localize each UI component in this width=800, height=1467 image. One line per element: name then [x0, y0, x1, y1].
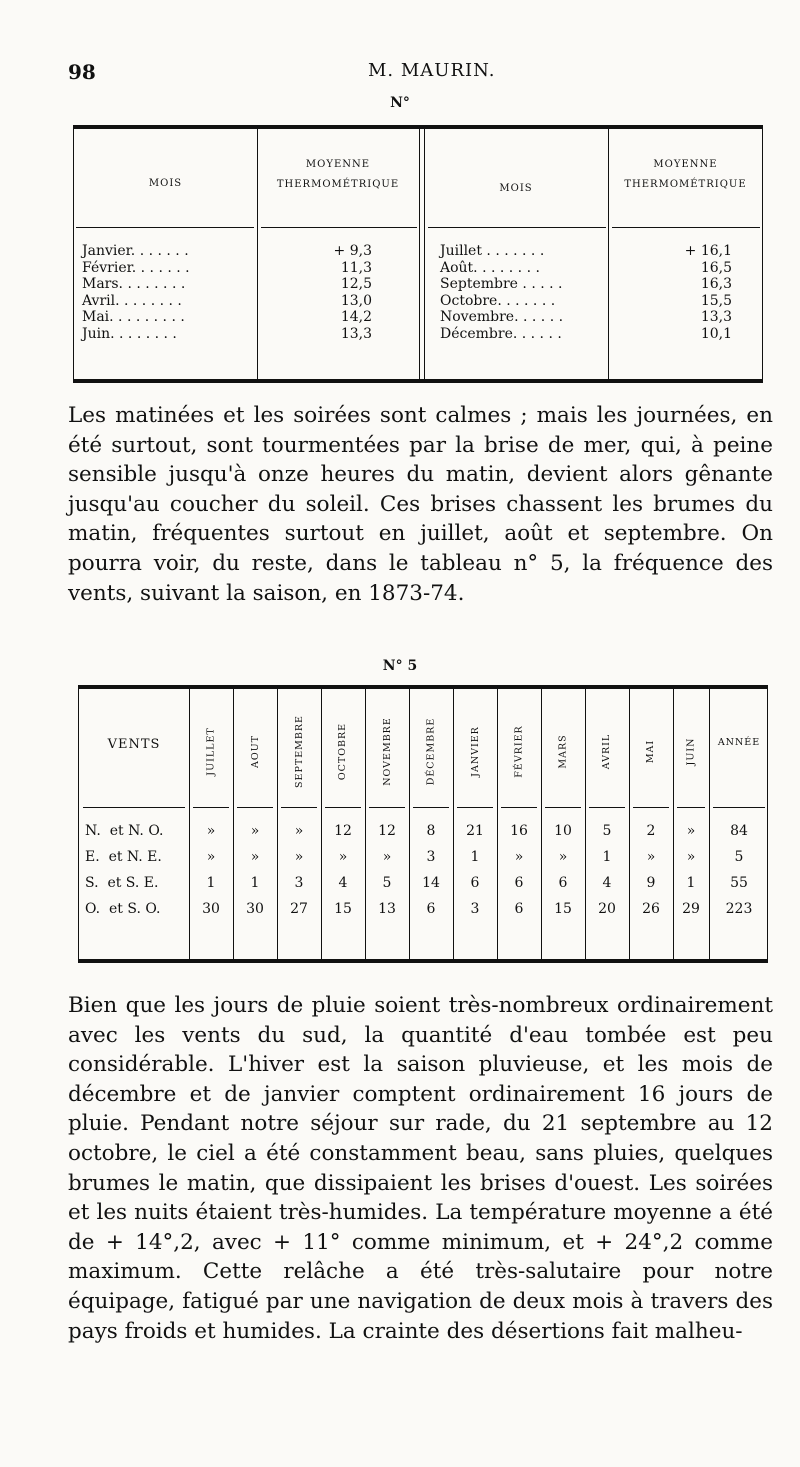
- mois-header: MOIS: [499, 183, 533, 194]
- month-header: NOVEMBRE: [381, 716, 393, 786]
- wind-count-cell: 5: [382, 875, 392, 891]
- header-rule: [369, 807, 405, 808]
- temperature-value: 10,1: [700, 326, 732, 342]
- running-head: M. MAURIN.: [368, 60, 496, 81]
- header-rule: [501, 807, 537, 808]
- table2-label: N° 5: [382, 658, 418, 674]
- header-rule: [325, 807, 361, 808]
- temperature-value: 13,0: [340, 292, 372, 309]
- annee-header: ANNÉE: [717, 737, 761, 748]
- mois-header: MOIS: [148, 178, 183, 189]
- month-label: Juin. . . . . . . .: [82, 326, 177, 342]
- wind-count-cell: 6: [470, 875, 480, 891]
- header-rule: [261, 227, 417, 228]
- wind-count-cell: 1: [250, 875, 260, 891]
- moyenne-header-line2: THERMOMÉTRIQUE: [276, 179, 400, 190]
- month-label: Avril. . . . . . . .: [82, 292, 182, 309]
- paragraph-2: Bien que les jours de pluie soient très-nombreux ordinairement avec les vents du sud, la quantité d'eau tombée est peu considérable. L'hiver est la saison pluvieuse, et les mois de décembre et de janvier comptent ordinairement 16 jours de pluie. Pendant notre séjour sur rade, du 21 septembre au 12 octobre, le ciel a été constamment beau, sans pluies, quelques brumes le matin, que dissipaient les brises d'ouest. Les soirées et les nuits étaient très-humides. La température moyenne a été de + 14°,2, avec + 11° comme minimum, et + 24°,2 comme maximum. Cette relâche a été très-salutaire pour notre équipage, fatigué par une navigation de deux mois à travers des pays froids et humides. La crainte des désertions fait malheu-: [68, 993, 773, 1344]
- month-header: MAI: [645, 739, 657, 763]
- wind-count-cell: 10: [554, 823, 572, 839]
- wind-count-cell: 27: [290, 901, 308, 917]
- wind-count-cell: »: [558, 849, 568, 865]
- month-header: AVRIL: [601, 733, 613, 769]
- header-rule: [428, 227, 606, 228]
- temperature-value: 12,5: [340, 276, 372, 293]
- month-header: FÉVRIER: [513, 724, 525, 778]
- header-rule: [76, 227, 254, 228]
- month-header: JUILLET: [205, 726, 217, 776]
- wind-count-cell: 1: [470, 849, 480, 865]
- table-divider: [419, 129, 420, 379]
- moyenne-header: [257, 155, 419, 195]
- temperature-value: 16,3: [700, 276, 732, 293]
- month-label: Mai. . . . . . . . .: [82, 309, 185, 326]
- month-label: Janvier. . . . . . .: [82, 243, 189, 259]
- wind-count-cell: »: [294, 849, 304, 865]
- month-label: Décembre. . . . . .: [440, 326, 562, 342]
- table1-label: N°: [390, 95, 410, 111]
- month-header: OCTOBRE: [337, 722, 349, 780]
- wind-count-cell: 1: [602, 849, 612, 865]
- wind-count-cell: 1: [206, 875, 216, 891]
- winds-table: [78, 685, 768, 963]
- wind-count-cell: 5: [734, 849, 744, 865]
- month-label: Février. . . . . . .: [82, 259, 190, 276]
- month-header: SEPTEMBRE: [293, 714, 305, 788]
- wind-count-cell: 55: [730, 875, 748, 891]
- wind-direction-label: N. et N. O.: [85, 823, 164, 839]
- wind-count-cell: 6: [514, 875, 524, 891]
- month-header: MARS: [557, 733, 569, 769]
- page-header: [68, 60, 768, 88]
- temperature-value: 15,5: [700, 292, 732, 309]
- temperature-value: + 9,3: [333, 243, 372, 259]
- temperature-value: + 16,1: [684, 243, 732, 259]
- wind-count-cell: »: [294, 823, 304, 839]
- wind-direction-label: S. et S. E.: [85, 875, 159, 891]
- month-header: JANVIER: [469, 725, 481, 777]
- wind-count-cell: 30: [202, 901, 220, 917]
- wind-count-cell: 14: [422, 875, 440, 891]
- wind-count-cell: 3: [426, 849, 436, 865]
- wind-count-cell: 16: [510, 823, 528, 839]
- month-label: Août. . . . . . . .: [440, 259, 540, 276]
- wind-count-cell: 13: [378, 901, 396, 917]
- wind-count-cell: »: [250, 849, 260, 865]
- wind-count-cell: »: [206, 823, 216, 839]
- wind-count-cell: »: [382, 849, 392, 865]
- wind-count-cell: 6: [514, 901, 524, 917]
- wind-count-cell: 8: [426, 823, 436, 839]
- temperature-value: 11,3: [340, 259, 372, 276]
- wind-count-cell: »: [686, 823, 696, 839]
- temperature-table: [73, 125, 763, 383]
- month-header: AOUT: [249, 734, 261, 768]
- wind-count-cell: 84: [730, 823, 748, 839]
- paragraph-1: Les matinées et les soirées sont calmes ; mais les journées, en été surtout, sont tourmentées par la brise de mer, qui, à peine sensible jusqu'à onze heures du matin, devient alors gênante jusqu'au coucher du soleil. Ces brises chassent les brumes du matin, fréquentes surtout en juillet, août et septembre. On pourra voir, du reste, dans le tableau n° 5, la fréquence des vents, suivant la saison, en 1873-74.: [68, 403, 773, 606]
- wind-count-cell: 3: [470, 901, 480, 917]
- wind-count-cell: 5: [602, 823, 612, 839]
- wind-count-cell: 12: [378, 823, 396, 839]
- month-label: Octobre. . . . . . .: [440, 292, 556, 309]
- month-label: Septembre . . . . .: [440, 276, 563, 293]
- moyenne-header-line2: THERMOMÉTRIQUE: [624, 179, 747, 190]
- wind-direction-label: O. et S. O.: [85, 901, 161, 917]
- header-rule: [83, 807, 185, 808]
- wind-count-cell: 12: [334, 823, 352, 839]
- month-header: JUIN: [685, 737, 697, 765]
- header-rule: [633, 807, 669, 808]
- header-rule: [193, 807, 229, 808]
- wind-count-cell: 4: [338, 875, 348, 891]
- wind-count-cell: 9: [646, 875, 656, 891]
- table-divider: [424, 129, 425, 379]
- wind-count-cell: 223: [725, 901, 753, 917]
- wind-count-cell: »: [338, 849, 348, 865]
- month-label: Juillet . . . . . . .: [440, 243, 545, 259]
- wind-count-cell: 4: [602, 875, 612, 891]
- wind-count-cell: 6: [426, 901, 436, 917]
- wind-count-cell: 6: [558, 875, 568, 891]
- moyenne-header-line1: MOYENNE: [653, 159, 718, 170]
- temperature-value: 13,3: [700, 309, 732, 326]
- wind-count-cell: »: [686, 849, 696, 865]
- moyenne-header-line1: MOYENNE: [305, 159, 371, 170]
- wind-count-cell: »: [206, 849, 216, 865]
- page-number: 98: [68, 60, 96, 84]
- wind-count-cell: 29: [682, 901, 700, 917]
- wind-count-cell: 2: [646, 823, 656, 839]
- wind-count-cell: 30: [246, 901, 264, 917]
- header-rule: [457, 807, 493, 808]
- month-label: Novembre. . . . . .: [440, 309, 564, 326]
- temperature-value: 13,3: [340, 326, 372, 342]
- wind-count-cell: 21: [466, 823, 484, 839]
- vents-header: VENTS: [107, 737, 161, 752]
- wind-count-cell: »: [250, 823, 260, 839]
- wind-direction-label: E. et N. E.: [85, 849, 162, 865]
- wind-count-cell: 15: [554, 901, 572, 917]
- wind-count-cell: 26: [642, 901, 660, 917]
- header-rule: [545, 807, 581, 808]
- temperature-value: 16,5: [700, 259, 732, 276]
- wind-count-cell: »: [514, 849, 524, 865]
- header-rule: [589, 807, 625, 808]
- wind-count-cell: 20: [598, 901, 616, 917]
- wind-count-cell: 1: [686, 875, 696, 891]
- header-rule: [677, 807, 705, 808]
- wind-count-cell: 3: [294, 875, 304, 891]
- moyenne-header: [608, 155, 763, 195]
- header-rule: [612, 227, 760, 228]
- wind-count-cell: »: [646, 849, 656, 865]
- header-rule: [713, 807, 765, 808]
- month-header: DÉCEMBRE: [425, 717, 437, 785]
- temperature-value: 14,2: [340, 309, 372, 326]
- month-label: Mars. . . . . . . .: [82, 276, 186, 293]
- header-rule: [281, 807, 317, 808]
- header-rule: [237, 807, 273, 808]
- wind-count-cell: 15: [334, 901, 352, 917]
- header-rule: [413, 807, 449, 808]
